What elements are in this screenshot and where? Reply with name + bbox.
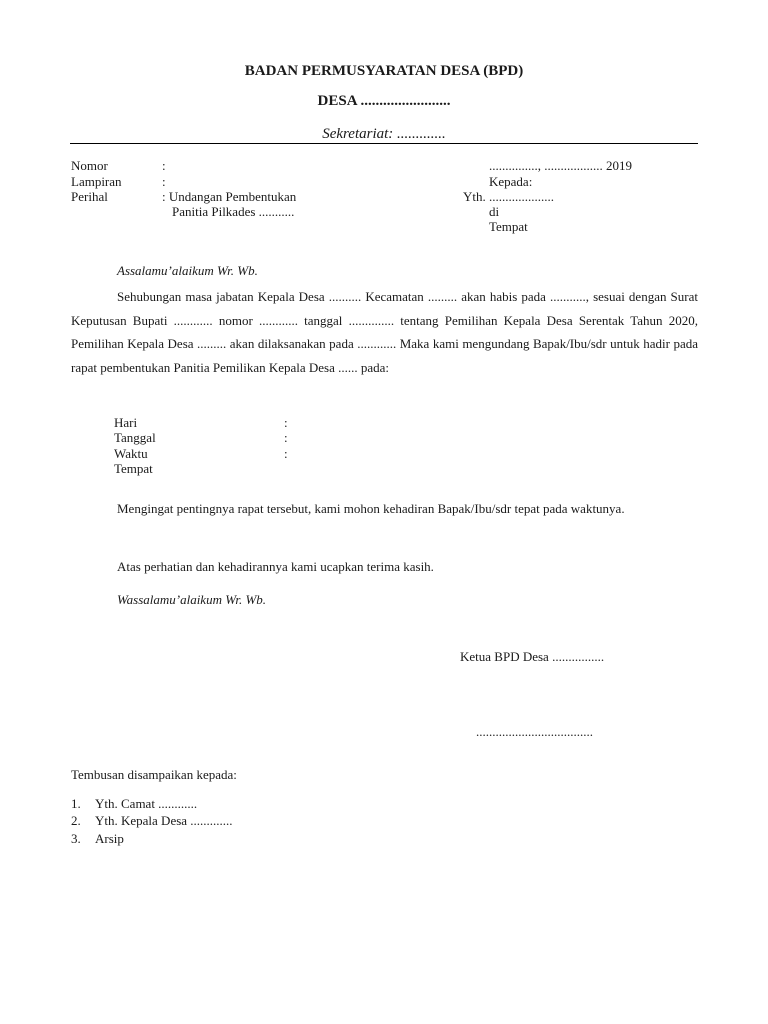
recipient-di: di (489, 204, 500, 219)
schedule-hari-colon: : (284, 415, 288, 430)
schedule-tanggal-colon: : (284, 430, 288, 445)
date-line: ..............., .................. 2019 (489, 158, 632, 173)
cc-item-number: 2. (71, 813, 81, 828)
letterhead-title: BADAN PERMUSYARATAN DESA (BPD) (244, 63, 524, 79)
recipient-yth: Yth. .................... (463, 189, 554, 204)
lampiran-label: Lampiran (71, 174, 122, 189)
lampiran-colon: : (162, 174, 166, 189)
cc-item-number: 1. (71, 796, 81, 811)
cc-item-kepala-desa: Yth. Kepala Desa ............. (95, 813, 233, 828)
body-paragraph-3: Atas perhatian dan kehadirannya kami ucapkan terima kasih. (117, 559, 434, 574)
schedule-tempat-label: Tempat (114, 461, 153, 476)
header-divider (70, 143, 698, 144)
nomor-colon: : (162, 158, 166, 173)
cc-heading: Tembusan disampaikan kepada: (71, 767, 237, 782)
greeting: Assalamu’alaikum Wr. Wb. (117, 263, 258, 278)
cc-item-camat: Yth. Camat ............ (95, 796, 198, 811)
schedule-hari-label: Hari (114, 415, 138, 430)
perihal-value: : Undangan Pembentukan (162, 189, 297, 204)
kepada-label: Kepada: (489, 174, 533, 189)
letterhead-village: DESA ........................ (317, 93, 451, 109)
schedule-waktu-label: Waktu (114, 446, 148, 461)
cc-item-arsip: Arsip (95, 831, 124, 846)
signature-name-line: .................................... (476, 724, 593, 739)
perihal-value-line2: Panitia Pilkades ........... (172, 204, 295, 219)
closing-greeting: Wassalamu’alaikum Wr. Wb. (117, 592, 267, 607)
schedule-tanggal-label: Tanggal (114, 430, 156, 445)
nomor-label: Nomor (71, 158, 108, 173)
cc-item-number: 3. (71, 831, 81, 846)
letterhead-secretariat: Sekretariat: ............. (322, 126, 446, 142)
body-paragraph-2: Mengingat pentingnya rapat tersebut, kami mohon kehadiran Bapak/Ibu/sdr tepat pada waktunya. (117, 501, 625, 516)
signature-title: Ketua BPD Desa ................ (460, 649, 605, 664)
body-paragraph-1: Sehubungan masa jabatan Kepala Desa .......... Kecamatan ......... akan habis pada ..........., sesuai dengan Surat Keputusan Bupati ............ nomor ............ tanggal .............. tentang Pemilihan Kepala Desa Serentak Tahun 2020, Pemilihan Kepala Desa ......... akan dilaksanakan pada ............ Maka kami mengundang Bapak/Ibu/sdr untuk hadir pada rapat pembentukan Panitia Pemilikan Kepala Desa ...... pada: (71, 289, 698, 376)
recipient-tempat: Tempat (489, 219, 528, 234)
schedule-waktu-colon: : (284, 446, 288, 461)
perihal-label: Perihal (71, 189, 108, 204)
